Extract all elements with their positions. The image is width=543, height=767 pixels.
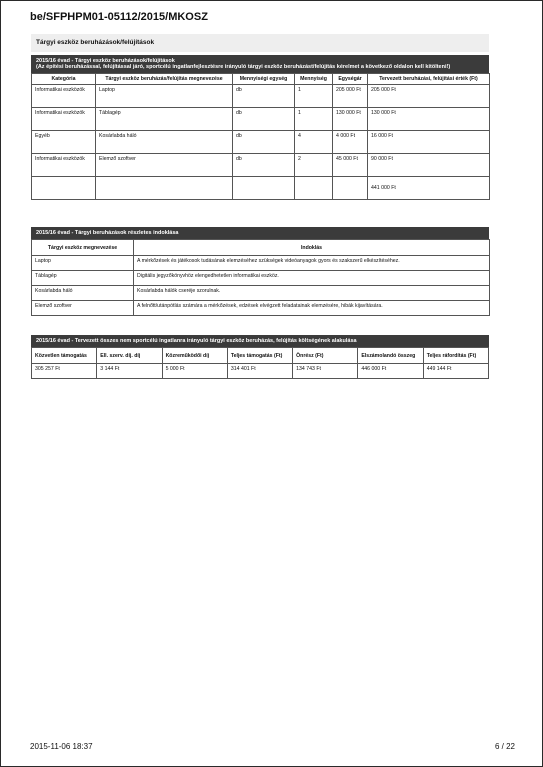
empty-cell [233,177,295,200]
table-cell: Kosárlabda háló [32,286,134,301]
document-id: be/SFPHPM01-05112/2015/MKOSZ [30,11,208,23]
table-cell: 1 [295,85,333,108]
column-header: Tervezett beruházási, felújítási érték (Ft) [368,74,490,85]
table-cell: A felnőtt/utánpótlás számára a mérkőzések, edzések elvégzett feladatainak elemzésére, hibák kijavítására. [134,301,490,316]
indoklas-table [31,239,490,316]
table-cell: Laptop [32,256,134,271]
table-cell: Laptop [96,85,233,108]
table-cell: A mérkőzések és játékosok tudásának elemzéséhez szükségek videóanyagok gyors és szakszerű elkészítéséhez. [134,256,490,271]
table-cell: 5 000 Ft [162,364,227,379]
table-row [32,154,490,177]
indoklas-table-section [31,227,489,316]
table-cell: db [233,85,295,108]
table-row [32,286,490,301]
beruhazasok-table [31,73,490,200]
column-header: Kategória [32,74,96,85]
empty-cell [96,177,233,200]
empty-cell [32,177,96,200]
table-cell: Informatikai eszközök [32,154,96,177]
column-header: Teljes ráfordítás (Ft) [423,348,488,364]
indoklas-table-title: 2015/16 évad - Tárgyi beruházások részletes indoklása [36,230,179,236]
column-header: Elszámolandó összeg [358,348,423,364]
table-cell: Egyéb [32,131,96,154]
column-header: Indoklás [134,240,490,256]
table-row [32,85,490,108]
table-cell: db [233,131,295,154]
table-cell: 4 [295,131,333,154]
footer-date: 2015-11-06 18:37 [30,742,93,751]
koltseg-table [31,347,489,379]
column-header: Tárgyi eszköz beruházás/felújítás megnevezése [96,74,233,85]
table-row [32,131,490,154]
table-cell: 130 000 Ft [368,108,490,131]
table-cell: Elemző szoftver [96,154,233,177]
table-cell: 3 144 Ft [97,364,162,379]
table-cell: 2 [295,154,333,177]
table-header-row [32,74,490,85]
empty-cell [333,177,368,200]
table-cell: Informatikai eszközök [32,85,96,108]
indoklas-table-header-bar [31,227,489,239]
table-cell: Táblagép [32,271,134,286]
empty-cell [295,177,333,200]
table-cell: Kosárlabda háló [96,131,233,154]
column-header: Mennyiségi egység [233,74,295,85]
table-cell: 134 743 Ft [293,364,358,379]
table-cell: 90 000 Ft [368,154,490,177]
column-header: Közvetlen támogatás [32,348,97,364]
column-header: Közreműködői díj [162,348,227,364]
section-title: Tárgyi eszköz beruházások/felújítások [31,34,489,52]
beruhazasok-table-title: 2015/16 évad - Tárgyi eszköz beruházások/felújítások [36,58,175,64]
total-row [32,177,490,200]
koltseg-table-header-bar [31,335,489,347]
table-cell: 449 144 Ft [423,364,488,379]
table-cell: 446 000 Ft [358,364,423,379]
table-row [32,271,490,286]
page-number: 6 / 22 [494,742,515,751]
table-cell: 45 000 Ft [333,154,368,177]
table-cell: 205 000 Ft [368,85,490,108]
column-header: Önrész (Ft) [293,348,358,364]
table-cell: 4 000 Ft [333,131,368,154]
column-header: Ell. szerv. díj. díj [97,348,162,364]
table-row [32,301,490,316]
table-row [32,256,490,271]
total-value: 441 000 Ft [368,177,490,200]
table-cell: Digitális jegyzőkönyvhöz elengedhetetlen informatikai eszköz. [134,271,490,286]
column-header: Egységár [333,74,368,85]
table-cell: db [233,154,295,177]
table-cell: 314 401 Ft [227,364,292,379]
table-cell: 205 000 Ft [333,85,368,108]
table-row [32,364,489,379]
table-cell: 16 000 Ft [368,131,490,154]
table-cell: 130 000 Ft [333,108,368,131]
column-header: Tárgyi eszköz megnevezése [32,240,134,256]
table-cell: Táblagép [96,108,233,131]
column-header: Mennyiség [295,74,333,85]
beruhazasok-table-section [31,55,489,200]
column-header: Teljes támogatás (Ft) [227,348,292,364]
table-row [32,108,490,131]
table-cell: Elemző szoftver [32,301,134,316]
table-cell: db [233,108,295,131]
table-cell: Kosárlabda hálók cseréje szorulnak. [134,286,490,301]
koltseg-table-title: 2015/16 évad - Tervezett összes nem sportcélú ingatlanra irányuló tárgyi eszköz beruházás, felújítás költségének alakulása [36,338,357,344]
table-cell: 305 257 Ft [32,364,97,379]
koltseg-table-section [31,335,489,379]
beruhazasok-table-note: (Az építési beruházással, felújítással járó, sportcélú ingatlanfejlesztésre irányuló tárgyi eszköz beruházást/felújítás kérelmet a következő oldalon kell kitölteni!) [36,64,451,70]
table-header-row [32,240,490,256]
beruhazasok-table-header-bar [31,55,489,73]
table-cell: Informatikai eszközök [32,108,96,131]
table-header-row [32,348,489,364]
table-cell: 1 [295,108,333,131]
